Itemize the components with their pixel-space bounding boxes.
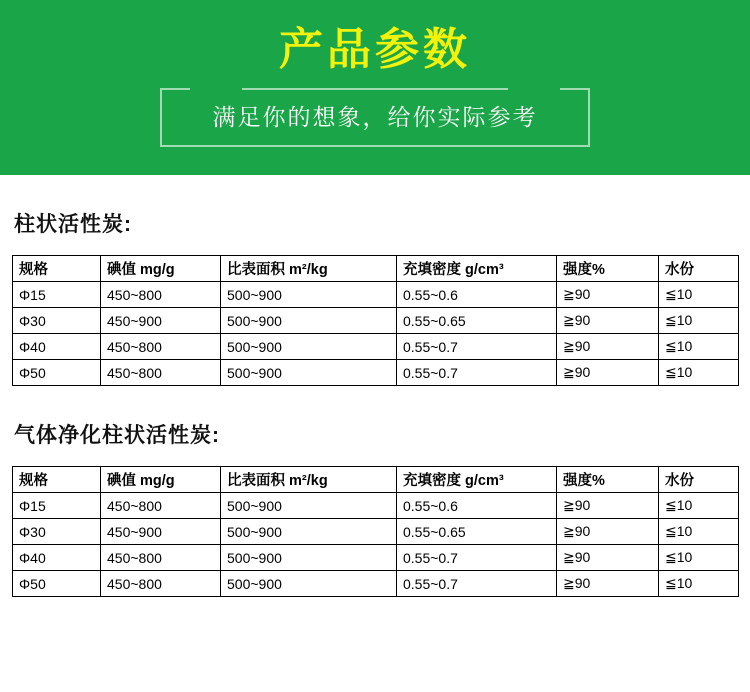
cell-iodine-value: 450~800: [101, 282, 221, 308]
spec-table-gas-purification: [12, 466, 739, 597]
banner-subtitle: 满足你的想象，给你实际参考: [212, 104, 538, 131]
cell-strength: ≧90: [557, 571, 659, 597]
section-gas-purification-columnar-activated-carbon: [12, 419, 738, 597]
column-header-spec: 规格: [13, 467, 101, 493]
column-header-specific-surface-area: 比表面积 m²/kg: [221, 467, 397, 493]
column-header-packing-density: 充填密度 g/cm³: [397, 467, 557, 493]
cell-moisture: ≦10: [659, 519, 739, 545]
column-header-spec: 规格: [13, 256, 101, 282]
section-heading: 气体净化柱状活性炭:: [14, 424, 220, 447]
table-row: [13, 308, 739, 334]
cell-specific-surface-area: 500~900: [221, 519, 397, 545]
spec-table-columnar: [12, 255, 739, 386]
cell-packing-density: 0.55~0.65: [397, 519, 557, 545]
cell-strength: ≧90: [557, 282, 659, 308]
cell-moisture: ≦10: [659, 571, 739, 597]
cell-packing-density: 0.55~0.6: [397, 493, 557, 519]
cell-packing-density: 0.55~0.7: [397, 571, 557, 597]
cell-moisture: ≦10: [659, 545, 739, 571]
cell-iodine-value: 450~800: [101, 545, 221, 571]
cell-specific-surface-area: 500~900: [221, 571, 397, 597]
cell-strength: ≧90: [557, 519, 659, 545]
cell-spec: Φ30: [13, 519, 101, 545]
cell-iodine-value: 450~900: [101, 308, 221, 334]
cell-strength: ≧90: [557, 334, 659, 360]
cell-spec: Φ30: [13, 308, 101, 334]
cell-strength: ≧90: [557, 308, 659, 334]
cell-strength: ≧90: [557, 493, 659, 519]
cell-iodine-value: 450~800: [101, 571, 221, 597]
cell-spec: Φ15: [13, 282, 101, 308]
cell-moisture: ≦10: [659, 308, 739, 334]
cell-moisture: ≦10: [659, 360, 739, 386]
column-header-packing-density: 充填密度 g/cm³: [397, 256, 557, 282]
cell-strength: ≧90: [557, 545, 659, 571]
cell-packing-density: 0.55~0.6: [397, 282, 557, 308]
cell-specific-surface-area: 500~900: [221, 308, 397, 334]
cell-strength: ≧90: [557, 360, 659, 386]
table-header-row: [13, 467, 739, 493]
section-columnar-activated-carbon: [12, 208, 738, 386]
table-row: [13, 334, 739, 360]
table-row: [13, 493, 739, 519]
section-heading: 柱状活性炭:: [14, 213, 132, 236]
cell-iodine-value: 450~800: [101, 360, 221, 386]
cell-moisture: ≦10: [659, 282, 739, 308]
column-header-iodine-value: 碘值 mg/g: [101, 467, 221, 493]
cell-packing-density: 0.55~0.7: [397, 360, 557, 386]
column-header-strength: 强度%: [557, 467, 659, 493]
cell-spec: Φ50: [13, 571, 101, 597]
cell-spec: Φ40: [13, 334, 101, 360]
cell-moisture: ≦10: [659, 334, 739, 360]
column-header-moisture: 水份: [659, 467, 739, 493]
column-header-iodine-value: 碘值 mg/g: [101, 256, 221, 282]
table-row: [13, 545, 739, 571]
table-row: [13, 571, 739, 597]
cell-specific-surface-area: 500~900: [221, 282, 397, 308]
column-header-moisture: 水份: [659, 256, 739, 282]
cell-packing-density: 0.55~0.7: [397, 334, 557, 360]
banner-subtitle-frame: [160, 88, 590, 147]
cell-specific-surface-area: 500~900: [221, 334, 397, 360]
column-header-specific-surface-area: 比表面积 m²/kg: [221, 256, 397, 282]
cell-specific-surface-area: 500~900: [221, 493, 397, 519]
column-header-strength: 强度%: [557, 256, 659, 282]
cell-iodine-value: 450~900: [101, 519, 221, 545]
cell-specific-surface-area: 500~900: [221, 545, 397, 571]
cell-iodine-value: 450~800: [101, 493, 221, 519]
cell-iodine-value: 450~800: [101, 334, 221, 360]
table-row: [13, 519, 739, 545]
cell-specific-surface-area: 500~900: [221, 360, 397, 386]
cell-packing-density: 0.55~0.7: [397, 545, 557, 571]
cell-spec: Φ40: [13, 545, 101, 571]
cell-spec: Φ50: [13, 360, 101, 386]
table-row: [13, 282, 739, 308]
cell-spec: Φ15: [13, 493, 101, 519]
cell-moisture: ≦10: [659, 493, 739, 519]
product-parameters-banner: [0, 0, 750, 175]
content-area: [0, 208, 750, 597]
cell-packing-density: 0.55~0.65: [397, 308, 557, 334]
table-row: [13, 360, 739, 386]
table-header-row: [13, 256, 739, 282]
banner-title: 产品参数: [279, 25, 471, 74]
